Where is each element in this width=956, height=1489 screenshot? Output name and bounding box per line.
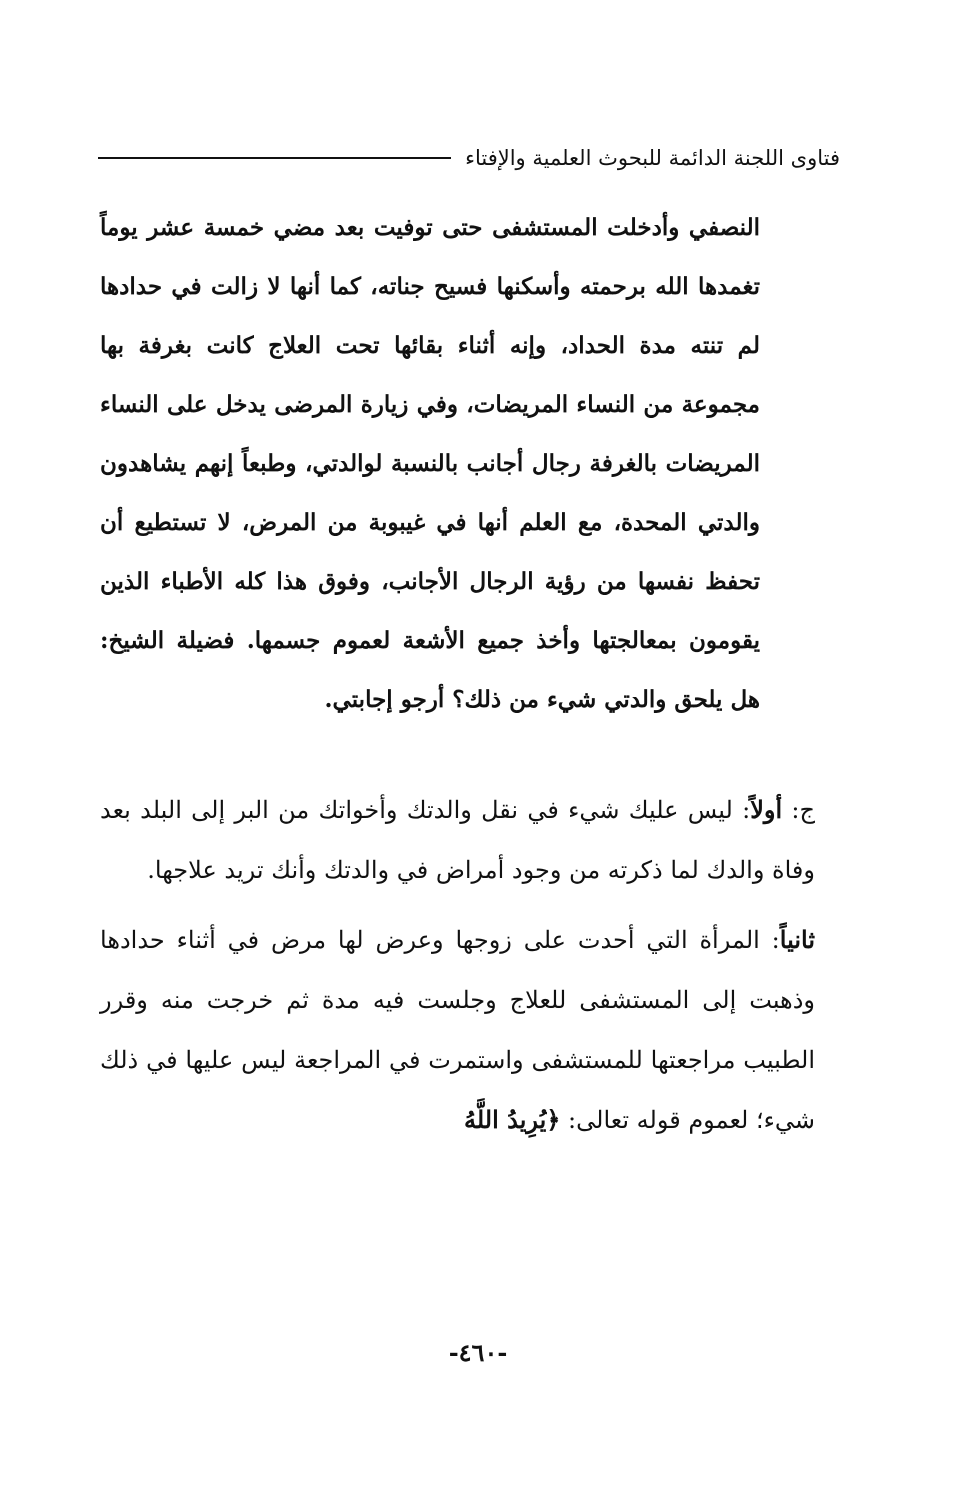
answer-paragraph-first — [100, 780, 815, 900]
answer-prefix: ج: — [782, 796, 815, 824]
answer-point-two-text: : المرأة التي أحدت على زوجها وعرض لها مرض في أثناء حدادها وذهبت إلى المستشفى للعلاج وجلست فيه مدة ثم خرجت منه وقرر الطبيب مراجعتها للمستشفى واستمرت في المراجعة ليس عليها في ذلك شيء؛ لعموم قوله تعالى: — [100, 926, 815, 1134]
answer-point-one-label: أولاً — [750, 795, 783, 824]
answer-point-one-text: : ليس عليك شيء في نقل والدتك وأخواتك من البر إلى البلد بعد وفاة والدك لما ذكرته من وجود أمراض في والدتك وأنك تريد علاجها. — [100, 796, 815, 884]
header-rule — [98, 157, 451, 159]
answer-paragraph-second — [100, 910, 815, 1150]
answer-point-two-label: ثانياً — [779, 925, 815, 954]
book-title: فتاوى اللجنة الدائمة للبحوث العلمية والإفتاء — [465, 146, 840, 170]
page-number: -٤٦٠- — [448, 1338, 508, 1367]
question-text: النصفي وأدخلت المستشفى حتى توفيت بعد مضي خمسة عشر يوماً تغمدها الله برحمته وأسكنها فسيح جناته، كما أنها لا زالت في حدادها لم تنته مدة الحداد، وإنه أثناء بقائها تحت العلاج كانت بغرفة بها مجموعة من النساء المريضات، وفي زيارة المرضى يدخل على النساء المريضات بالغرفة رجال أجانب بالنسبة لوالدتي، وطبعاً إنهم يشاهدون والدتي المحدة، مع العلم أنها في غيبوبة من المرض، لا تستطيع أن تحفظ نفسها من رؤية الرجال الأجانب، وفوق هذا كله الأطباء الذين يقومون بمعالجتها وأخذ جميع الأشعة لعموم جسمها. فضيلة الشيخ: هل يلحق والدتي شيء من ذلك؟ أرجو إجابتي. — [100, 214, 760, 713]
quran-verse-start: ﴿يُرِيدُ اللَّهُ — [463, 1105, 561, 1134]
answer-section — [100, 780, 815, 1150]
running-header — [98, 138, 840, 178]
